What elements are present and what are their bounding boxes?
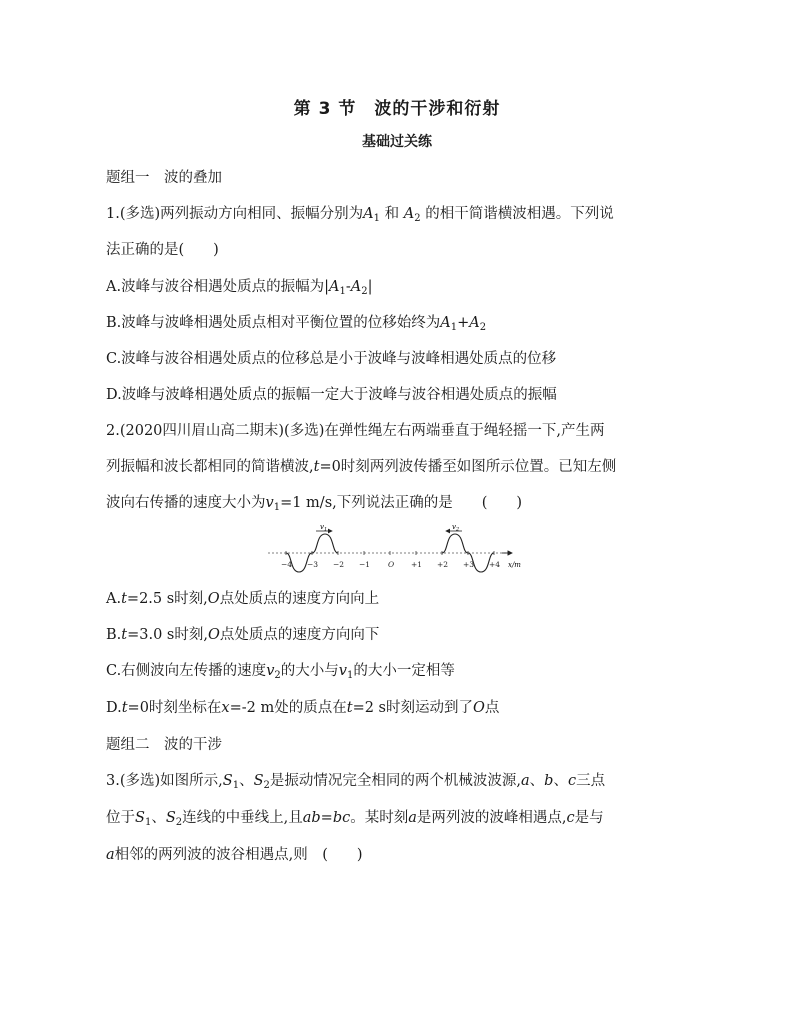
v2-label: $v_2$ [452, 524, 460, 533]
q3-stem-line-3: a相邻的两列波的波谷相遇点,则 ( ) [106, 847, 363, 863]
q1-option-a: A.波峰与波谷相遇处质点的振幅为$|A_1-A_2|$ [106, 279, 373, 297]
q2-option-a: A.t=2.5 s时刻,O点处质点的速度方向向上 [106, 591, 380, 607]
q1-option-d: D.波峰与波峰相遇处质点的振幅一定大于波峰与波谷相遇处质点的振幅 [106, 387, 557, 403]
tick-label: −3 [307, 560, 319, 569]
q2-stem-line-1: 2.(2020四川眉山高二期末)(多选)在弹性绳左右两端垂直于绳轻摇一下,产生两 [106, 423, 605, 439]
group-heading-1: 题组一 波的叠加 [106, 170, 222, 186]
q3-stem-line-1: 3.(多选)如图所示$,S_1$、$S_2$是振动情况完全相同的两个机械波波源,a、b、c三点 [106, 773, 606, 791]
tick-label: +1 [411, 560, 423, 569]
q2-stem-line-3: 波向右传播的速度大小为$v_1=1$ m/s,下列说法正确的是 ( ) [106, 495, 523, 513]
q2-stem-line-2: 列振幅和波长都相同的简谐横波,t=0时刻两列波传播至如图所示位置。已知左侧 [106, 459, 617, 475]
page-title: 第 3 节 波的干涉和衍射 [293, 99, 501, 119]
q2-option-c: C.右侧波向左传播的速度$v_2$的大小与$v_1$的大小一定相等 [106, 663, 455, 681]
tick-label: O [388, 560, 395, 569]
q3-stem-line-2: 位于$S_1$、$S_2$连线的中垂线上,且ab=bc。某时刻a是两列波的波峰相遇点,c是与 [106, 810, 604, 828]
q1-stem-line-1: 1.(多选)两列振动方向相同、振幅分别为$A_1$ 和 $A_2$ 的相干简谐横波相遇。下列说 [106, 206, 614, 224]
v1-label: $v_1$ [320, 524, 328, 533]
section-subtitle: 基础过关练 [362, 134, 432, 150]
group-heading-2: 题组二 波的干涉 [106, 737, 222, 753]
tick-label: +2 [437, 560, 449, 569]
q2-option-d: D.t=0时刻坐标在x=-2 m处的质点在t=2 s时刻运动到了O点 [106, 700, 500, 716]
tick-label: +3 [463, 560, 475, 569]
tick-label: −2 [333, 560, 345, 569]
tick-label: −4 [281, 560, 293, 569]
q1-option-c: C.波峰与波谷相遇处质点的位移总是小于波峰与波峰相遇处质点的位移 [106, 351, 557, 367]
x-axis-label: x/m [508, 561, 521, 569]
tick-label: −1 [359, 560, 371, 569]
q1-stem-line-2: 法正确的是( ) [106, 242, 219, 258]
tick-label: +4 [489, 560, 501, 569]
q2-option-b: B.t=3.0 s时刻,O点处质点的速度方向向下 [106, 627, 380, 643]
q1-option-b: B.波峰与波峰相遇处质点相对平衡位置的位移始终为$A_1+A_2$ [106, 315, 487, 333]
wave-diagram [266, 524, 531, 574]
